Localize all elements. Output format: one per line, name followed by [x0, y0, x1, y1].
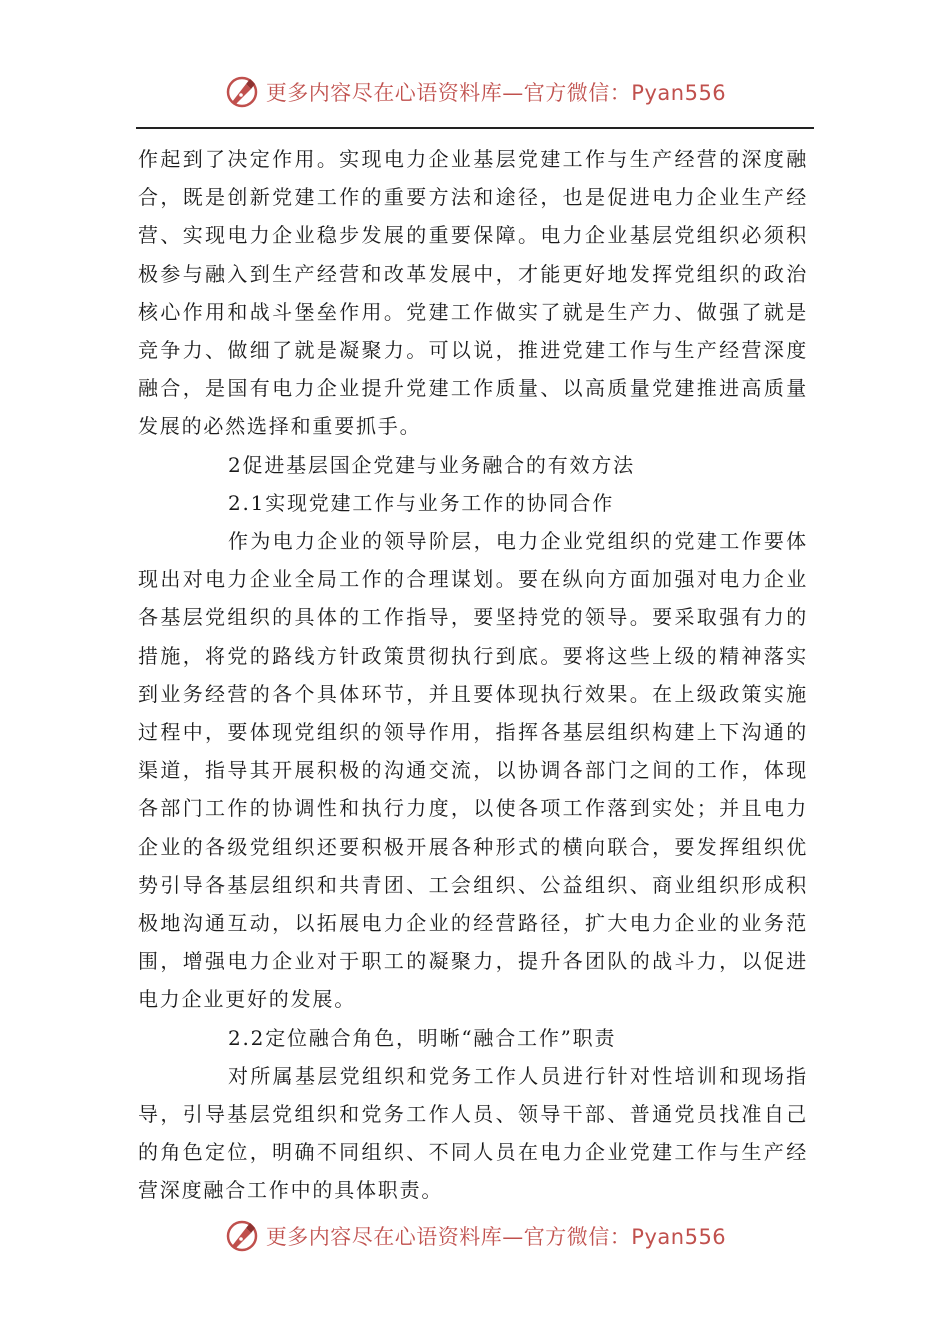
pen-nib-logo-icon: [224, 74, 260, 110]
subsection-heading-2-2: 2.2定位融合角色，明晰“融合工作”职责: [228, 1025, 617, 1050]
paragraph-2: 作为电力企业的领导阶层，电力企业党组织的党建工作要体现出对电力企业全局工作的合理谋划。要在纵向方面加强对电力企业各基层党组织的具体的工作指导，要坚持党的领导。要采取强有力的措施，将党的路线方针政策贯彻执行到底。要将这些上级的精神落实到业务经营的各个具体环节，并且要体现执行效果。在上级政策实施过程中，要体现党组织的领导作用，指挥各基层组织构建上下沟通的渠道，指导其开展积极的沟通交流，以协调各部门之间的工作，体现各部门工作的协调性和执行力度，以使各项工作落到实处；并且电力企业的各级党组织还要积极开展各种形式的横向联合，要发挥组织优势引导各基层组织和共青团、工会组织、公益组织、商业组织形成积极地沟通互动，以拓展电力企业的经营路径，扩大电力企业的业务范围，增强电力企业对于职工的凝聚力，提升各团队的战斗力，以促进电力企业更好的发展。: [138, 529, 808, 1012]
paragraph-3: 对所属基层党组织和党务工作人员进行针对性培训和现场指导，引导基层党组织和党务工作人员、领导干部、普通党员找准自己的角色定位，明确不同组织、不同人员在电力企业党建工作与生产经营深度融合工作中的具体职责。: [138, 1063, 808, 1203]
paragraph-1: 作起到了决定作用。实现电力企业基层党建工作与生产经营的深度融合，既是创新党建工作的重要方法和途径，也是促进电力企业生产经营、实现电力企业稳步发展的重要保障。电力企业基层党组织必须积极参与融入到生产经营和改革发展中，才能更好地发挥党组织的政治核心作用和战斗堡垒作用。党建工作做实了就是生产力、做强了就是竞争力、做细了就是凝聚力。可以说，推进党建工作与生产经营深度融合，是国有电力企业提升党建工作质量、以高质量党建推进高质量发展的必然选择和重要抓手。: [138, 147, 808, 439]
subsection-heading-2-1: 2.1实现党建工作与业务工作的协同合作: [228, 490, 615, 515]
section-heading-2: 2促进基层国企党建与业务融合的有效方法: [228, 452, 635, 477]
footer-banner: [0, 1216, 950, 1256]
footer-banner-text: 更多内容尽在心语资料库—官方微信：Pyan556: [265, 1225, 727, 1249]
header-banner-text: 更多内容尽在心语资料库—官方微信：Pyan556: [265, 81, 727, 105]
document-body: [138, 140, 808, 1210]
pen-nib-logo-icon: [224, 1218, 260, 1254]
header-banner: [0, 72, 950, 112]
header-divider: [136, 127, 814, 129]
